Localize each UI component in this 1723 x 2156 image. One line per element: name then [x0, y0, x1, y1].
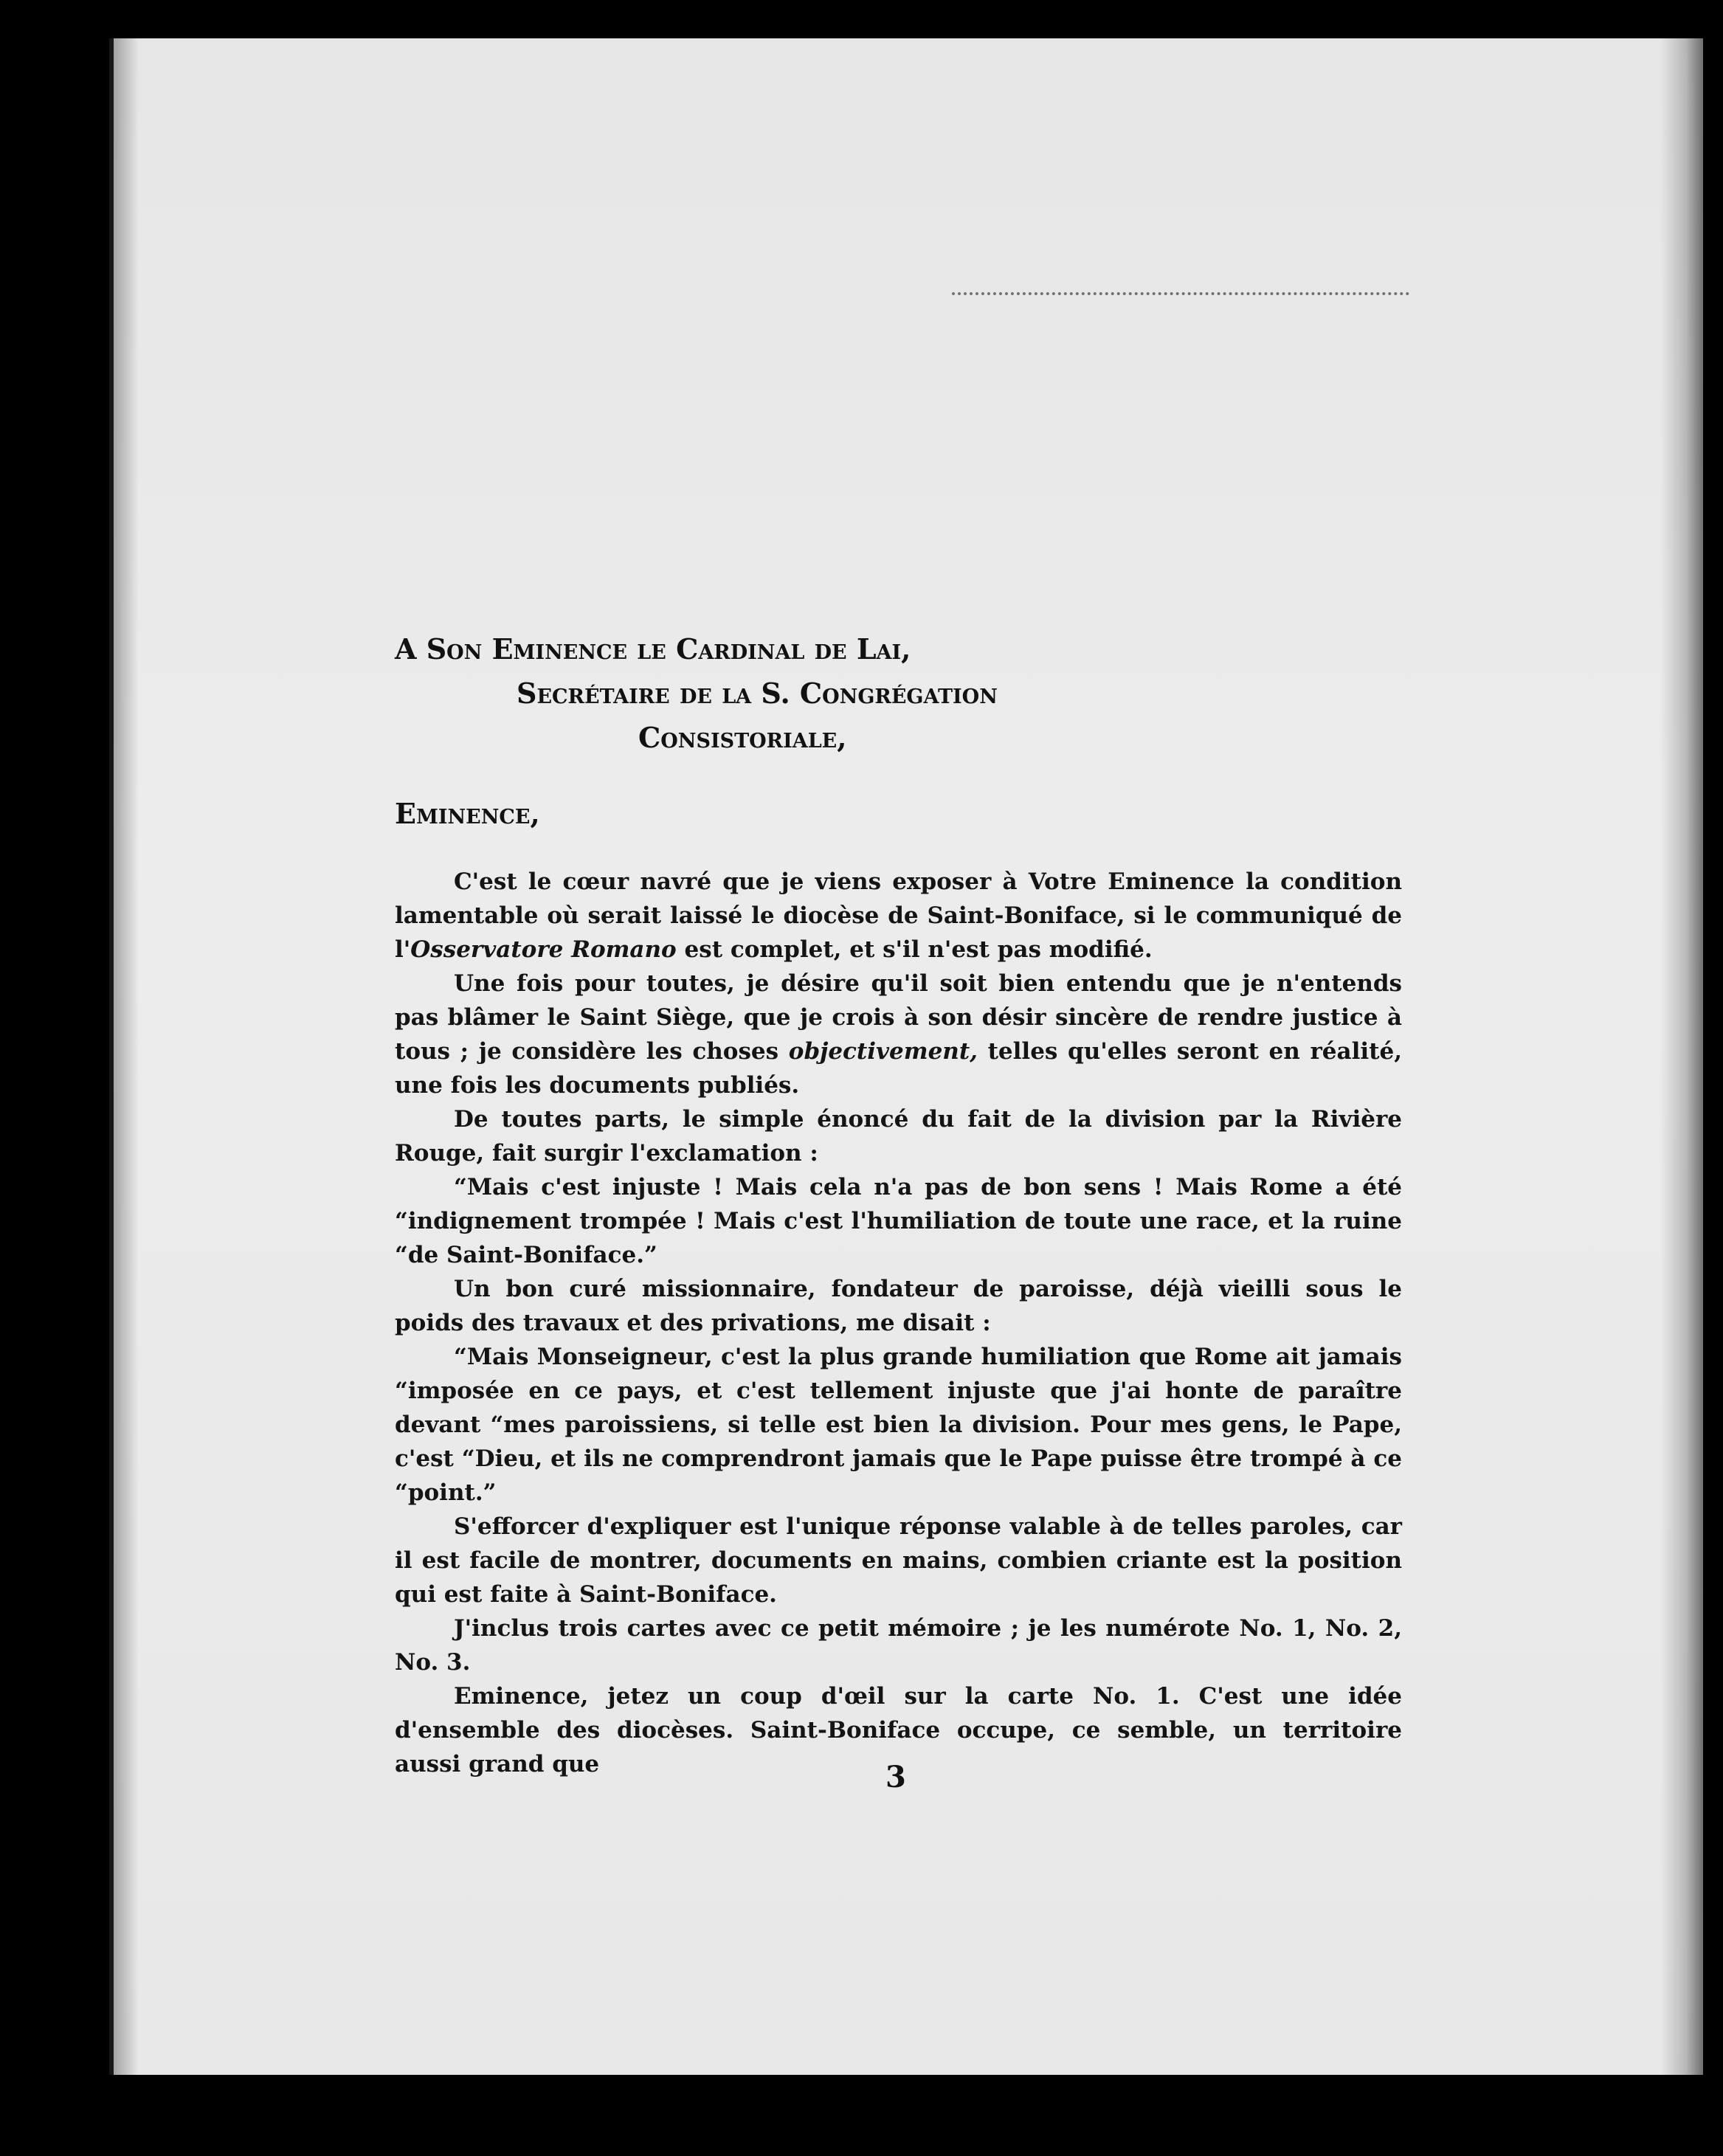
- address-line-1: A Son Eminence le Cardinal de Lai,: [395, 632, 911, 666]
- paragraph-8: J'inclus trois cartes avec ce petit mémoire ; je les numérote No. 1, No. 2, No. 3.: [395, 1615, 1402, 1676]
- paragraph-3: De toutes parts, le simple énoncé du fait de la division par la Rivière Rouge, fait surgir l'exclamation :: [395, 1106, 1402, 1167]
- paragraph-1: C'est le cœur navré que je viens exposer à Votre Eminence la condition lamentable où serait laissé le diocèse de Saint-Boniface, si le communiqué de l'Osservatore Romano est complet, et s'il n'est pas modifié.: [395, 868, 1402, 963]
- paragraph-6-quote: “Mais Monseigneur, c'est la plus grande humiliation que Rome ait jamais “imposée en ce pays, et c'est tellement injuste que j'ai honte de paraître devant “mes paroissiens, si telle est bien la division. Pour mes gens, le Pape, c'est “Dieu, et ils ne comprendront jamais que le Pape puisse être trompé à ce “point.”: [395, 1344, 1402, 1506]
- paragraph-2: Une fois pour toutes, je désire qu'il soit bien entendu que je n'entends pas blâmer le Saint Siège, que je crois à son désir sincère de rendre justice à tous ; je considère les choses objectivement, telles qu'elles seront en réalité, une fois les documents publiés.: [395, 970, 1402, 1099]
- paragraph-5: Un bon curé missionnaire, fondateur de paroisse, déjà vieilli sous le poids des travaux et des privations, me disait :: [395, 1276, 1402, 1336]
- letter-body: [395, 865, 1402, 1781]
- salutation: Eminence,: [395, 797, 540, 830]
- paragraph-4-quote: “Mais c'est injuste ! Mais cela n'a pas de bon sens ! Mais Rome a été “indignement trompée ! Mais c'est l'humiliation de toute une race, et la ruine “de Saint-Boniface.”: [395, 1174, 1402, 1268]
- address-line-3: Consistoriale,: [638, 721, 847, 754]
- address-block: [395, 627, 1354, 760]
- address-line-2: Secrétaire de la S. Congrégation: [517, 677, 998, 710]
- dotted-mark: [952, 292, 1409, 303]
- page-number: 3: [885, 1760, 906, 1794]
- paragraph-9: Eminence, jetez un coup d'œil sur la carte No. 1. C'est une idée d'ensemble des diocèses. Saint-Boniface occupe, ce semble, un territoire aussi grand que: [395, 1683, 1402, 1777]
- paragraph-7: S'efforcer d'expliquer est l'unique réponse valable à de telles paroles, car il est facile de montrer, documents en mains, combien criante est la position qui est faite à Saint-Boniface.: [395, 1513, 1402, 1608]
